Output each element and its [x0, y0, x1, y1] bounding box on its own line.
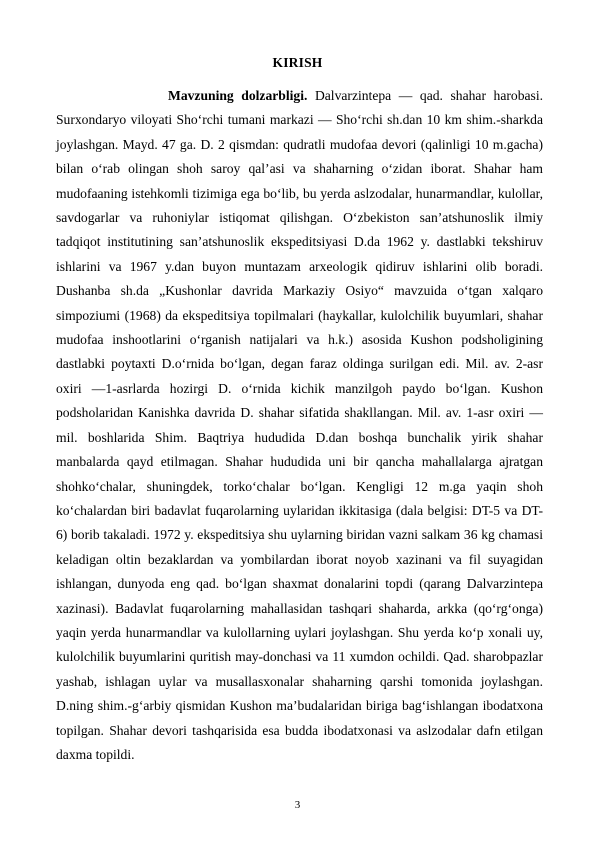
section-heading: KIRISH [272, 55, 323, 70]
body-paragraph [56, 84, 543, 767]
page-number: 3 [294, 799, 301, 811]
paragraph-text: Dalvarzintepa — qad. shahar harobasi. Surxondaryo viloyati Sho‘rchi tumani markazi — Sho‘rchi sh.dan 10 km shim.-sharkda joylashgan. Mayd. 47 ga. D. 2 qismdan: qudratli mudofaa devori (qalinligi 10 m.gacha) bilan o‘rab olingan shoh saroy qal’asi va shaharning o‘zidan iborat. Shahar ham mudofaaning istehkomli tizimiga ega bo‘lib, bu yerda aslzodalar, hunarmandlar, kulollar, savdogarlar va ruhoniylar istiqomat qilishgan. O‘zbekiston san’atshunoslik ilmiy tadqiqot institutining san’atshunoslik ekspeditsiyasi D.da 1962 y. dastlabki tekshiruv ishlarini va 1967 y.dan buyon muntazam arxeologik qidiruv ishlarini olib boradi. Dushanba sh.da „Kushonlar davrida Markaziy Osiyo“ mavzuida o‘tgan xalqaro simpoziumi (1968) da ekspeditsiya topilmalari (haykallar, kulolchilik buyumlari, shahar mudofaa inshootlarini o‘rganish natijalari va h.k.) asosida Kushon podsholigining dastlabki poytaxti D.o‘rnida bo‘lgan, degan faraz oldinga surilgan edi. Mil. av. 2-asr oxiri —1-asrlarda hozirgi D. o‘rnida kichik manzilgoh paydo bo‘lgan. Kushon podsholaridan Kanishka davrida D. shahar sifatida shakllangan. Mil. av. 1-asr oxiri — mil. boshlarida Shim. Baqtriya hududida D.dan boshqa bunchalik yirik shahar manbalarda qayd etilmagan. Shahar hududida uni bir qancha mahallalarga ajratgan shohko‘chalar, shuningdek, torko‘chalar bo‘lgan. Kengligi 12 m.ga yaqin shoh ko‘chalardan biri badavlat fuqarolarning uylaridan ikkitasiga (dala belgisi: DT-5 va DT-6) borib takaladi. 1972 y. ekspeditsiya shu uylarning biridan vazni salkam 36 kg chamasi keladigan oltin bezaklardan va yombilardan iborat noyob xazinani va fil suyagidan ishlangan, dunyoda eng qad. bo‘lgan shaxmat donalarini topdi (qarang Dalvarzintepa xazinasi). Badavlat fuqarolarning mahallasidan tashqari shaharda, arkka (qo‘rg‘onga) yaqin yerda hunarmandlar va kulollarning uylari joylashgan. Shu yerda ko‘p xonali uy, kulolchilik buyumlarini quritish may-donchasi va 11 xumdon ochildi. Qad. sharobpazlar yashab, ishlagan uylar va musallasxonalar shaharning qarshi tomonida joylashgan. D.ning shim.-g‘arbiy qismidan Kushon ma’budalaridan biriga bag‘ishlangan ibodatxona topilgan. Shahar devori tashqarisida esa budda ibodatxonasi va aslzodalar dafn etilgan daxma topildi. [56, 88, 544, 762]
lead-phrase: Mavzuning dolzarbligi. [168, 88, 308, 103]
